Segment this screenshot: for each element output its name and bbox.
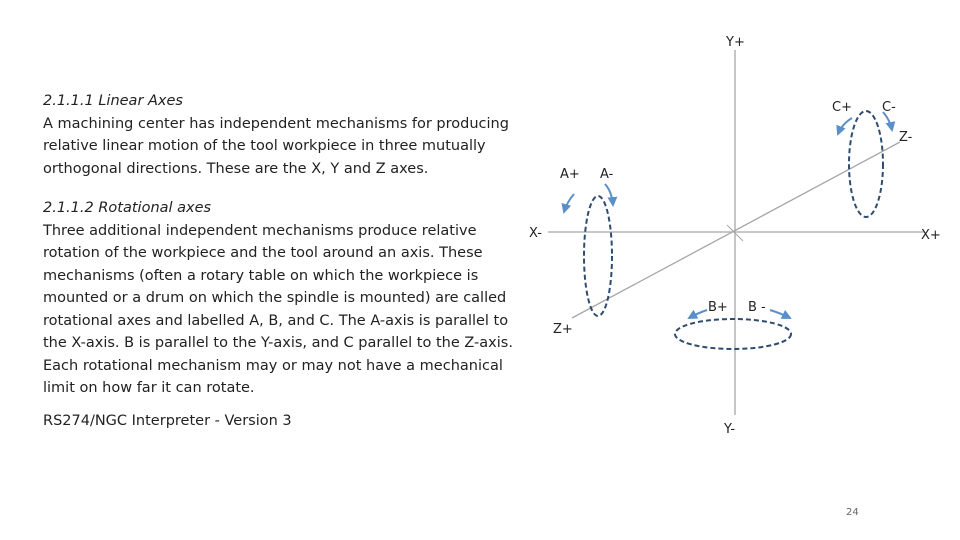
x-minus-label: X- xyxy=(529,226,542,241)
z-axis-line xyxy=(572,142,900,318)
y-minus-label: Y- xyxy=(724,422,736,437)
y-plus-label: Y+ xyxy=(726,35,745,50)
c-rotation-ellipse xyxy=(849,111,883,217)
a-minus-arrow xyxy=(605,184,613,205)
z-minus-label: Z- xyxy=(899,130,913,145)
rotational-axes-heading: 2.1.1.2 Rotational axes xyxy=(43,200,212,216)
page-number: 24 xyxy=(846,507,859,518)
c-plus-arrow xyxy=(838,118,852,134)
a-rotation-ellipse xyxy=(584,196,612,316)
b-plus-label: B+ xyxy=(708,300,728,315)
b-minus-label: B - xyxy=(748,300,766,315)
linear-axes-heading: 2.1.1.1 Linear Axes xyxy=(43,93,183,109)
x-plus-label: X+ xyxy=(921,228,941,243)
a-minus-label: A- xyxy=(600,167,614,182)
linear-axes-body: A machining center has independent mechanisms for producing relative linear motion of the tool workpiece in three mutually orthogonal directions. These are the X, Y and Z axes. xyxy=(43,115,509,177)
c-minus-label: C- xyxy=(882,100,896,115)
z-plus-label: Z+ xyxy=(553,322,573,337)
a-plus-arrow xyxy=(564,194,574,212)
footer-text: RS274/NGC Interpreter - Version 3 xyxy=(43,413,292,429)
a-plus-label: A+ xyxy=(560,167,580,182)
rotational-axes-body: Three additional independent mechanisms produce relative rotation of the workpiece and the tool around an axis. These mechanisms (often a rotary table on which the workpiece is mounted or a drum on which the spindle is mounted) are called rotational axes and labelled A, B, and C. The A-axis is parallel to the X-axis. B is parallel to the Y-axis, and C parallel to the Z-axis. Each rotational mechanism may or may not have a mechanical limit on how far it can rotate. xyxy=(43,222,513,396)
b-rotation-ellipse xyxy=(675,319,791,349)
c-plus-label: C+ xyxy=(832,100,852,115)
b-minus-arrow xyxy=(770,310,790,318)
b-plus-arrow xyxy=(689,310,707,318)
